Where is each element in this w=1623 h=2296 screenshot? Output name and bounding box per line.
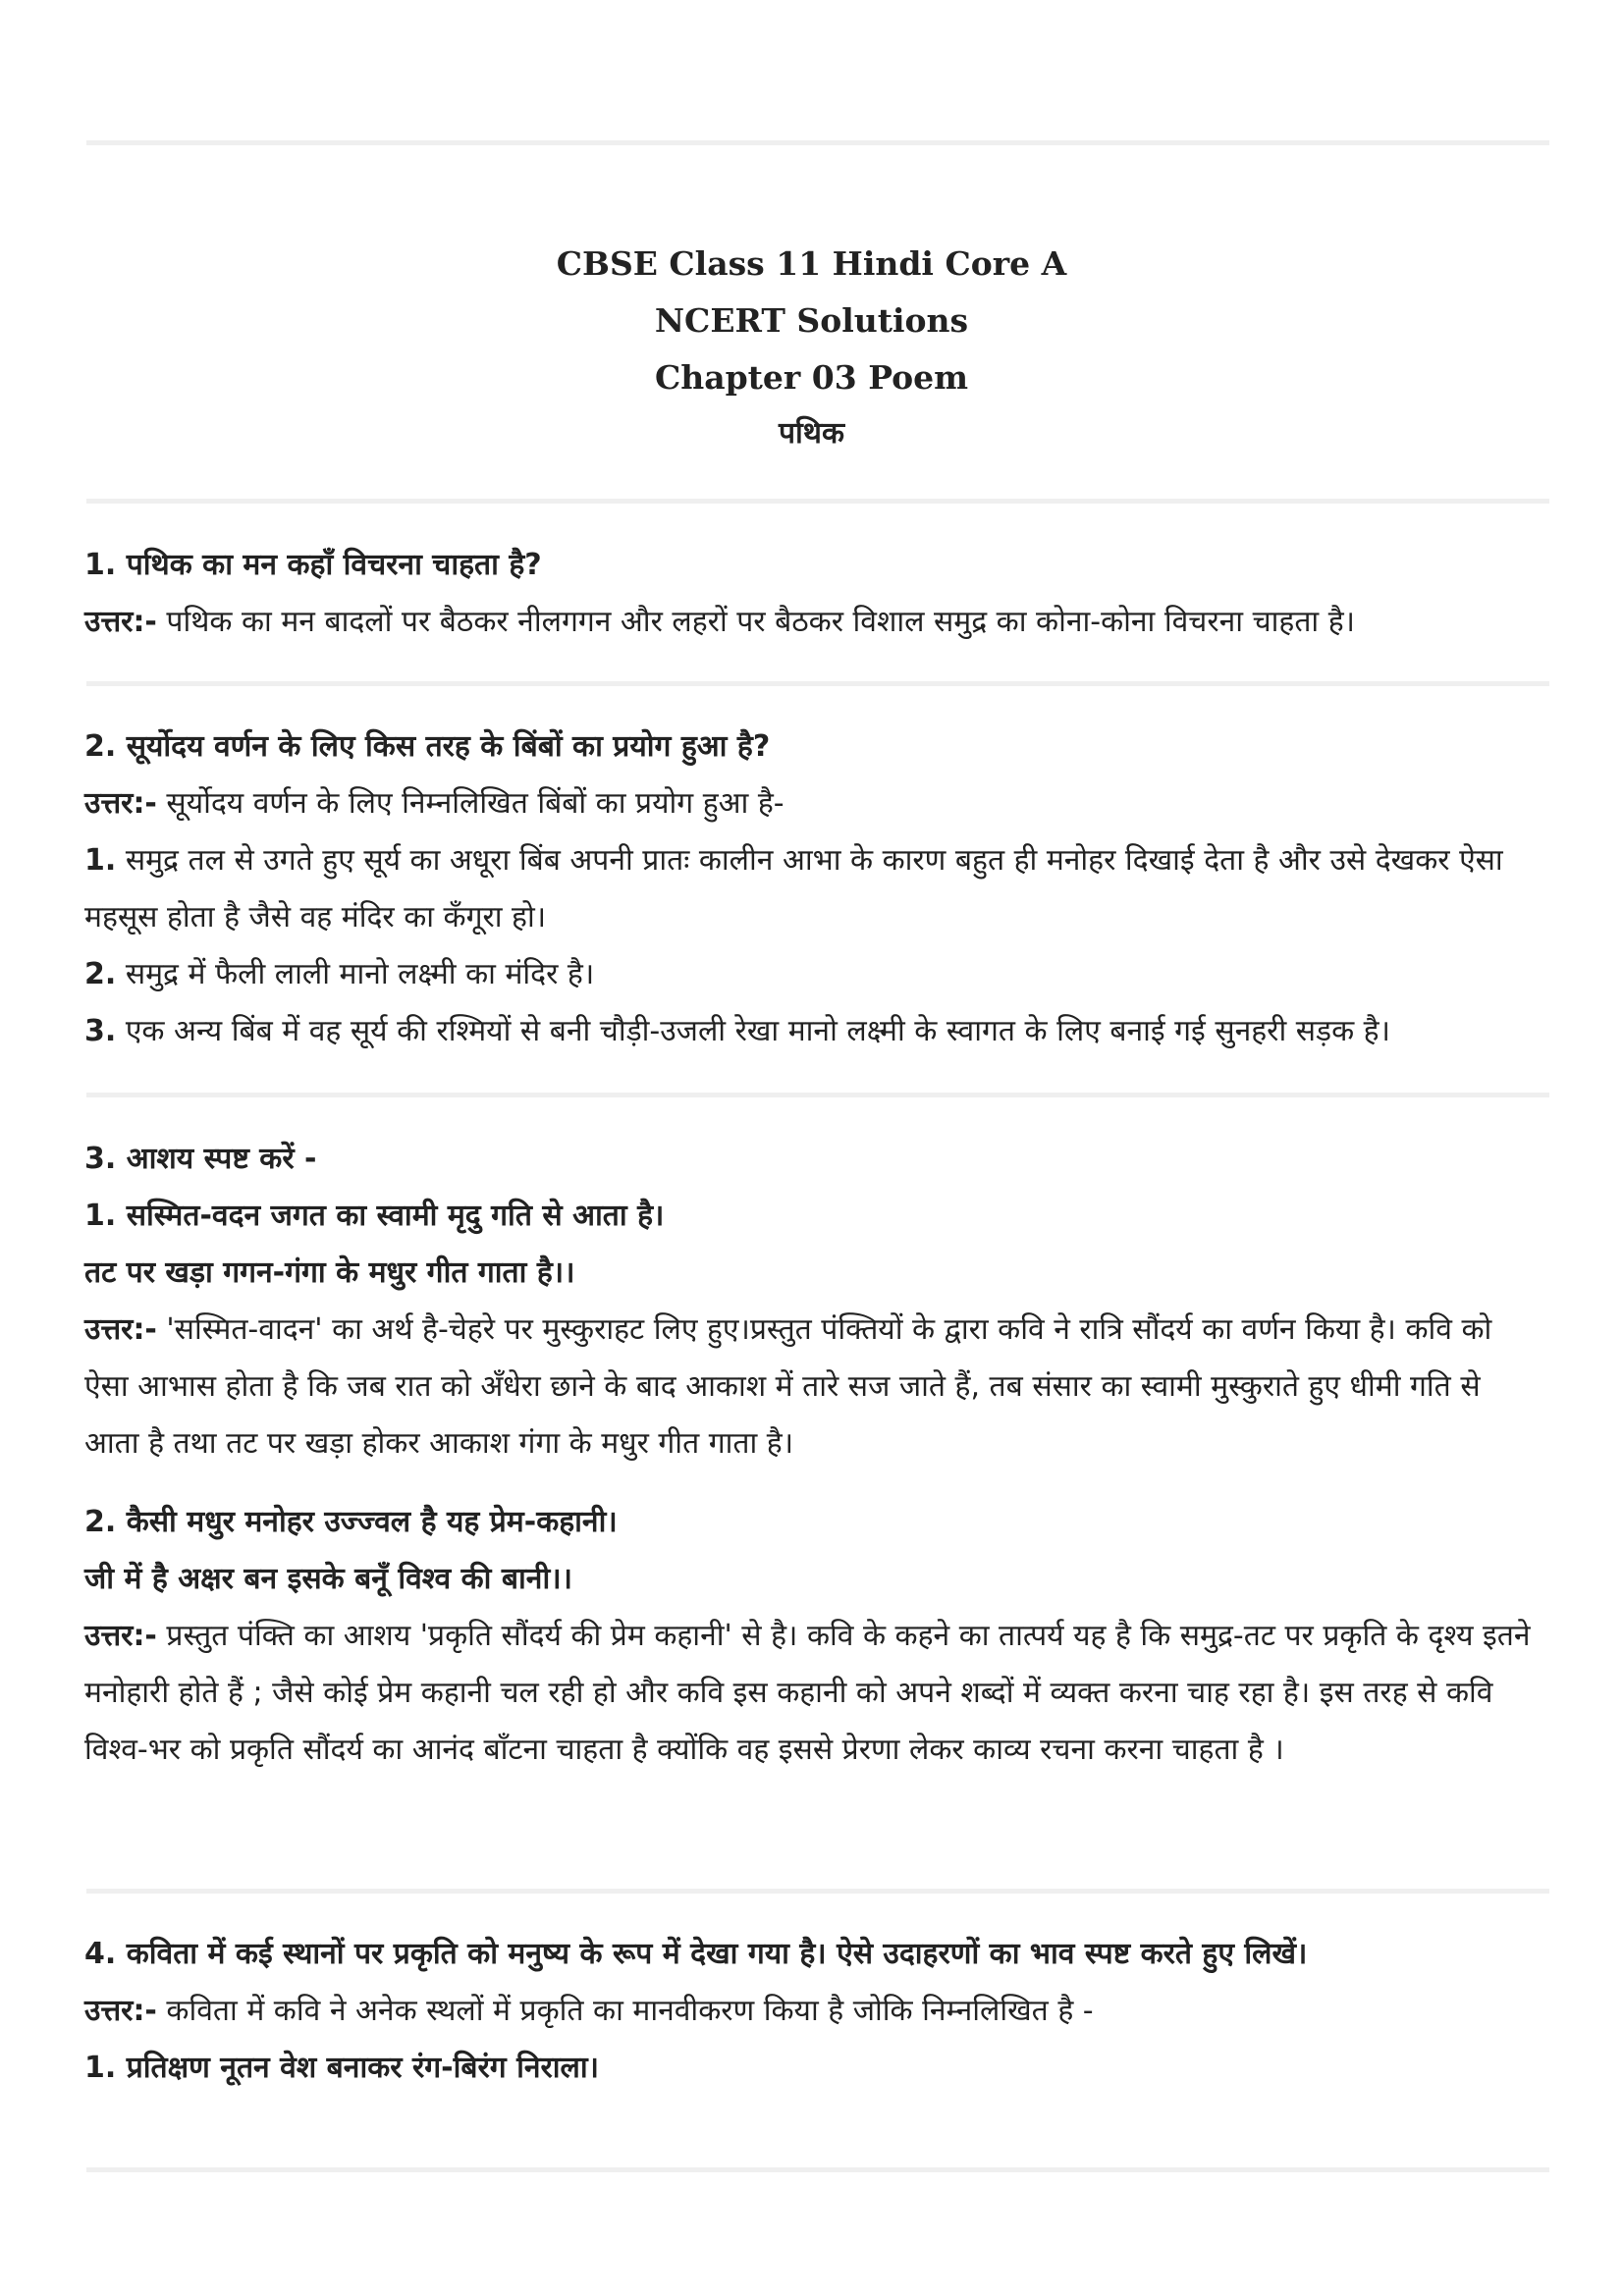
list-item: 1. प्रतिक्षण नूतन वेश बनाकर रंग-बिरंग निराला। bbox=[84, 2051, 600, 2085]
top-divider bbox=[86, 140, 1549, 145]
answer-label: उत्तर:- bbox=[84, 1619, 157, 1653]
answer-text: प्रस्तुत पंक्ति का आशय 'प्रकृति सौंदर्य की प्रेम कहानी' से है। कवि के कहने का तात्पर्य यह है कि समुद्र-तट पर प्रकृति के दृश्य इतने मनोहारी होते हैं ; जैसे कोई प्रेम कहानी चल रही हो और कवि इस कहानी को अपने शब्दों में व्यक्त करना चाह रहा है। इस तरह से कवि विश्व-भर को प्रकृति सौंदर्य का आनंद बाँटना चाहता है क्योंकि वह इससे प्रेरणा लेकर काव्य रचना करना चाहता है । bbox=[84, 1619, 1531, 1767]
question-3: 3. आशय स्पष्ट करें - bbox=[84, 1142, 317, 1176]
divider bbox=[86, 1093, 1549, 1097]
list-item-text: समुद्र तल से उगते हुए सूर्य का अधूरा बिंब अपनी प्रातः कालीन आभा के कारण बहुत ही मनोहर दिखाई देता है और उसे देखकर ऐसा महसूस होता है जैसे वह मंदिर का कँगूरा हो। bbox=[84, 843, 1503, 934]
answer-label: उत्तर:- bbox=[84, 605, 157, 639]
answer-text: पथिक का मन बादलों पर बैठकर नीलगगन और लहरों पर बैठकर विशाल समुद्र का कोना-कोना विचरना चाहता है। bbox=[156, 605, 1356, 639]
list-item-number: 1. bbox=[84, 843, 117, 878]
bottom-divider bbox=[86, 2167, 1549, 2172]
answer-text: 'सस्मित-वादन' का अर्थ है-चेहरे पर मुस्कुराहट लिए हुए।प्रस्तुत पंक्तियों के द्वारा कवि ने रात्रि सौंदर्य का वर्णन किया है। कवि को ऐसा आभास होता है कि जब रात को अँधेरा छाने के बाद आकाश में तारे सज जाते हैं, तब संसार का स्वामी मुस्कुराते हुए धीमी गति से आता है तथा तट पर खड़ा होकर आकाश गंगा के मधुर गीत गाता है। bbox=[84, 1312, 1492, 1461]
document-header bbox=[0, 236, 1623, 461]
list-item bbox=[84, 832, 1538, 946]
list-item-number: 2. bbox=[84, 957, 117, 991]
divider bbox=[86, 681, 1549, 686]
answer-4 bbox=[84, 1983, 1538, 2040]
answer-text: कविता में कवि ने अनेक स्थलों में प्रकृति का मानवीकरण किया है जोकि निम्नलिखित है - bbox=[156, 1994, 1094, 2028]
answer-3-2 bbox=[84, 1608, 1538, 1779]
list-item bbox=[84, 1003, 1538, 1060]
answer-1 bbox=[84, 594, 1538, 651]
header-subtitle: NCERT Solutions bbox=[654, 301, 969, 340]
list-item-text: समुद्र में फैली लाली मानो लक्ष्मी का मंदिर है। bbox=[116, 957, 595, 991]
header-poem-title: पथिक bbox=[778, 416, 845, 451]
header-chapter: Chapter 03 Poem bbox=[654, 358, 969, 397]
list-item-number: 3. bbox=[84, 1014, 117, 1048]
answer-2 bbox=[84, 775, 1538, 832]
answer-label: उत्तर:- bbox=[84, 1312, 157, 1347]
question-2-block bbox=[84, 719, 1538, 1060]
header-title: CBSE Class 11 Hindi Core A bbox=[556, 244, 1067, 283]
divider bbox=[86, 499, 1549, 504]
divider bbox=[86, 1889, 1549, 1894]
answer-label: उत्तर:- bbox=[84, 786, 157, 821]
question-1: 1. पथिक का मन कहाँ विचरना चाहता है? bbox=[84, 548, 542, 582]
verse-line: 2. कैसी मधुर मनोहर उज्ज्वल है यह प्रेम-कहानी। bbox=[84, 1505, 618, 1539]
verse-line: तट पर खड़ा गगन-गंगा के मधुर गीत गाता है।। bbox=[84, 1255, 575, 1290]
question-3-block bbox=[84, 1131, 1538, 1779]
list-item-text: एक अन्य बिंब में वह सूर्य की रश्मियों से बनी चौड़ी-उजली रेखा मानो लक्ष्मी के स्वागत के लिए बनाई गई सुनहरी सड़क है। bbox=[116, 1014, 1390, 1048]
question-2: 2. सूर्योदय वर्णन के लिए किस तरह के बिंबों का प्रयोग हुआ है? bbox=[84, 729, 771, 764]
question-4-block bbox=[84, 1926, 1538, 2097]
verse-line: 1. सस्मित-वदन जगत का स्वामी मृदु गति से आता है। bbox=[84, 1199, 665, 1233]
list-item bbox=[84, 946, 1538, 1003]
question-4: 4. कविता में कई स्थानों पर प्रकृति को मनुष्य के रूप में देखा गया है। ऐसे उदाहरणों का भाव स्पष्ट करते हुए लिखें। bbox=[84, 1937, 1308, 1971]
question-1-block bbox=[84, 537, 1538, 651]
answer-label: उत्तर:- bbox=[84, 1994, 157, 2028]
answer-3-1 bbox=[84, 1302, 1538, 1472]
answer-text: सूर्योदय वर्णन के लिए निम्नलिखित बिंबों का प्रयोग हुआ है- bbox=[156, 786, 784, 821]
verse-line: जी में है अक्षर बन इसके बनूँ विश्व की बानी।। bbox=[84, 1562, 572, 1596]
